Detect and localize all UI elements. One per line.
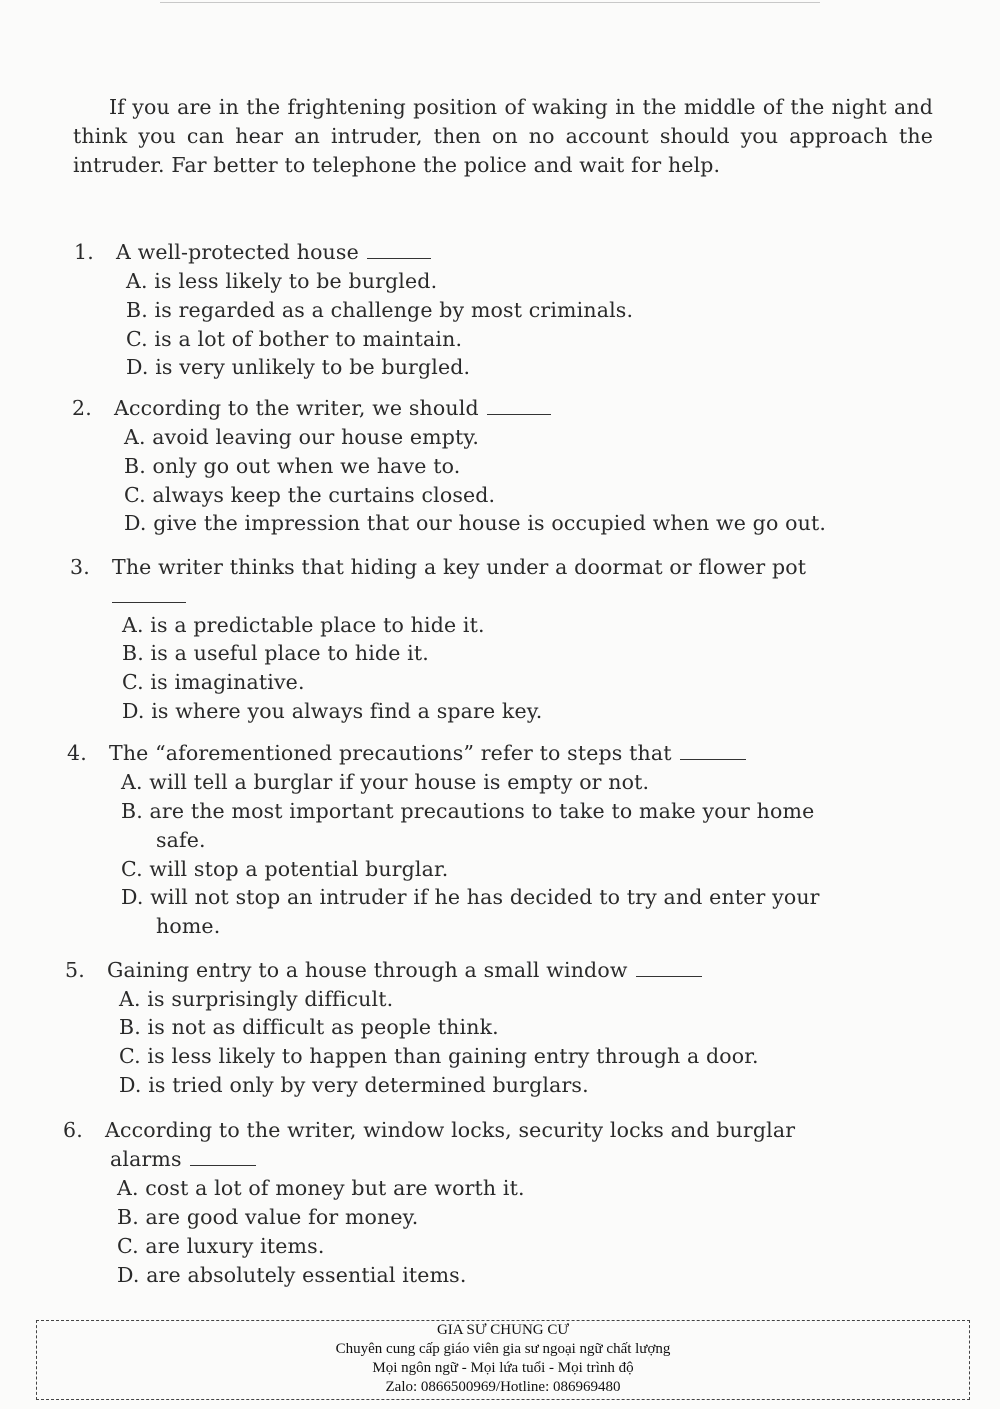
option-d: D. is tried only by very determined burglars. xyxy=(119,1073,589,1097)
option-d: D. is very unlikely to be burgled. xyxy=(126,355,471,379)
question-number: 5. xyxy=(65,958,85,982)
question-text: alarms xyxy=(110,1147,182,1171)
answer-blank xyxy=(190,1147,256,1166)
question-2-stem xyxy=(72,394,551,423)
option-d: D. will not stop an intruder if he has decided to try and enter your xyxy=(121,885,820,909)
option-b: B. only go out when we have to. xyxy=(124,454,461,478)
footer-tagline: Chuyên cung cấp giáo viên gia sư ngoại ngữ chất lượng xyxy=(335,1341,671,1357)
option-a: A. is less likely to be burgled. xyxy=(126,269,438,293)
question-number: 6. xyxy=(63,1118,83,1142)
intro-paragraph: If you are in the frightening position of waking in the middle of the night and think you can hear an intruder, then on no account should you approach the intruder. Far better to telephone the police and wait for help. xyxy=(73,95,933,177)
answer-blank xyxy=(636,958,702,977)
question-text: A well-protected house xyxy=(116,240,359,264)
question-3-blank-line xyxy=(112,582,186,611)
question-5-stem xyxy=(65,956,702,985)
option-b: B. is a useful place to hide it. xyxy=(122,641,429,665)
option-a: A. will tell a burglar if your house is empty or not. xyxy=(121,770,650,794)
answer-blank xyxy=(367,240,431,259)
option-b: B. is not as difficult as people think. xyxy=(119,1015,499,1039)
question-1-stem xyxy=(74,238,431,267)
option-a: A. cost a lot of money but are worth it. xyxy=(117,1176,525,1200)
question-text: The writer thinks that hiding a key under a doormat or flower pot xyxy=(112,555,807,579)
question-6-stem-continuation xyxy=(110,1145,256,1174)
question-3-stem xyxy=(70,553,806,582)
option-d: D. are absolutely essential items. xyxy=(117,1263,467,1287)
option-c: C. will stop a potential burglar. xyxy=(121,857,449,881)
question-number: 2. xyxy=(72,396,92,420)
footer-ad-box xyxy=(36,1320,970,1400)
answer-blank xyxy=(112,584,186,603)
question-4-stem xyxy=(67,739,746,768)
option-a: A. avoid leaving our house empty. xyxy=(124,425,480,449)
answer-blank xyxy=(680,741,746,760)
answer-blank xyxy=(487,396,551,415)
footer-title: GIA SƯ CHUNG CƯ xyxy=(436,1322,570,1338)
option-b: B. is regarded as a challenge by most criminals. xyxy=(126,298,634,322)
option-b: B. are the most important precautions to take to make your home xyxy=(121,799,815,823)
question-number: 1. xyxy=(74,240,94,264)
question-text: According to the writer, we should xyxy=(114,396,479,420)
footer-contact: Zalo: 0866500969/Hotline: 086969480 xyxy=(385,1379,621,1395)
option-a: A. is surprisingly difficult. xyxy=(119,987,394,1011)
question-number: 3. xyxy=(70,555,90,579)
option-c: C. always keep the curtains closed. xyxy=(124,483,496,507)
footer-subtitle: Mọi ngôn ngữ - Mọi lứa tuổi - Mọi trình độ xyxy=(372,1360,634,1376)
question-text: Gaining entry to a house through a small window xyxy=(107,958,628,982)
question-6-stem xyxy=(63,1116,795,1145)
option-d: D. give the impression that our house is occupied when we go out. xyxy=(124,511,827,535)
option-c: C. is a lot of bother to maintain. xyxy=(126,327,463,351)
question-number: 4. xyxy=(67,741,87,765)
option-b-continuation: safe. xyxy=(156,828,206,852)
question-text: The “aforementioned precautions” refer to steps that xyxy=(109,741,672,765)
option-c: C. are luxury items. xyxy=(117,1234,325,1258)
top-scan-edge xyxy=(160,2,820,3)
option-b: B. are good value for money. xyxy=(117,1205,419,1229)
question-text: According to the writer, window locks, security locks and burglar xyxy=(105,1118,796,1142)
option-d-continuation: home. xyxy=(156,914,221,938)
option-c: C. is less likely to happen than gaining entry through a door. xyxy=(119,1044,759,1068)
option-a: A. is a predictable place to hide it. xyxy=(122,613,485,637)
option-c: C. is imaginative. xyxy=(122,670,305,694)
option-d: D. is where you always find a spare key. xyxy=(122,699,543,723)
